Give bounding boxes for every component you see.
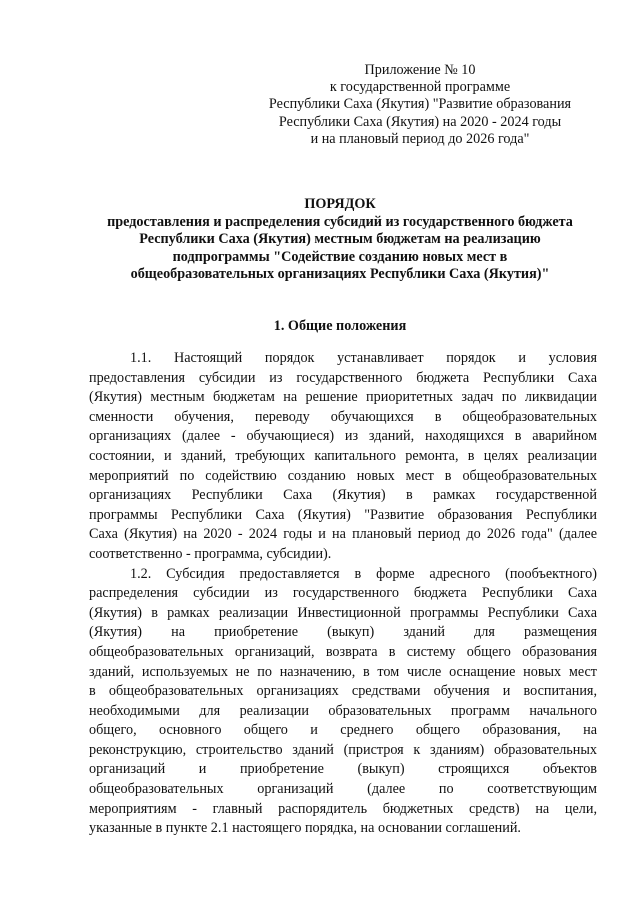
paragraph-1-2 <box>89 565 597 839</box>
section-heading: 1. Общие положения <box>273 318 407 334</box>
paragraph-line: в общеобразовательных организациях средствами обучения и воспитания, <box>89 683 597 700</box>
paragraph-line: сменности обучения, переводу обучающихся в общеобразовательных <box>89 408 597 425</box>
paragraph-line: общеобразовательных организаций (далее по соответствующим <box>89 781 597 798</box>
paragraph-line: организациях (далее - обучающиеся) из зданий, находящихся в аварийном <box>89 428 597 445</box>
appendix-header <box>230 62 610 148</box>
paragraph-line: соответственно - программа, субсидии). <box>89 545 332 562</box>
paragraph-1-1 <box>89 349 597 565</box>
paragraph-line: (Якутия) в рамках реализации Инвестиционной программы Республики Саха <box>89 604 597 621</box>
paragraph-line: распределения субсидии из государственного бюджета Республики Саха <box>89 585 597 602</box>
paragraph-line: указанные в пункте 2.1 настоящего порядка, на основании соглашений. <box>89 820 521 837</box>
appendix-line: Приложение № 10 <box>364 62 476 78</box>
paragraph-line: 1.1. Настоящий порядок устанавливает порядок и условия <box>130 350 597 366</box>
title-subtitle-line: общеобразовательных организациях Республики Саха (Якутия)" <box>130 266 550 283</box>
paragraph-line: общего, основного общего и среднего общего образования, на <box>89 722 597 739</box>
title-heading: ПОРЯДОК <box>304 196 376 212</box>
paragraph-line: состоянии, и зданий, требующих капитального ремонта, в целях реализации <box>89 447 597 464</box>
title-subtitle-line: Республики Саха (Якутия) местным бюджетам на реализацию <box>139 231 541 248</box>
paragraph-line: общеобразовательных организаций, возврата в систему общего образования <box>89 643 597 660</box>
paragraph-line: реконструкцию, строительство зданий (пристроя к зданиям) образовательных <box>89 741 597 758</box>
document-body <box>89 349 597 839</box>
paragraph-line: мероприятиям - главный распорядитель бюджетных средств) на цели, <box>89 800 597 817</box>
document-title <box>60 196 620 284</box>
paragraph-line: организациях Республики Саха (Якутия) в рамках государственной <box>89 487 597 504</box>
appendix-line: к государственной программе <box>329 79 511 96</box>
title-subtitle-line: подпрограммы "Содействие созданию новых мест в <box>172 248 508 265</box>
paragraph-line: программы Республики Саха (Якутия) "Развитие образования Республики <box>89 506 597 523</box>
title-subtitle-line: предоставления и распределения субсидий из государственного бюджета <box>107 213 573 230</box>
paragraph-line: 1.2. Субсидия предоставляется в форме адресного (пообъектного) <box>130 565 597 582</box>
appendix-line: и на плановый период до 2026 года" <box>310 130 530 147</box>
paragraph-line: (Якутия) на приобретение (выкуп) зданий для размещения <box>89 624 597 641</box>
paragraph-line: предоставления субсидии из государственного бюджета Республики Саха <box>89 369 597 386</box>
paragraph-line: организаций и приобретение (выкуп) строящихся объектов <box>89 761 597 778</box>
appendix-line: Республики Саха (Якутия) на 2020 - 2024 годы <box>278 113 562 130</box>
paragraph-line: необходимыми для реализации образовательных программ начального <box>89 702 597 719</box>
paragraph-line: мероприятий по содействию созданию новых мест в общеобразовательных <box>89 467 597 484</box>
paragraph-line: (Якутия) местным бюджетам на решение приоритетных задач по ликвидации <box>89 389 597 406</box>
paragraph-line: зданий, используемых не по назначению, в том числе оснащение новых мест <box>89 663 597 680</box>
paragraph-line: Саха (Якутия) на 2020 - 2024 годы и на плановый период до 2026 года" (далее <box>89 526 597 543</box>
appendix-line: Республики Саха (Якутия) "Развитие образования <box>268 96 572 113</box>
